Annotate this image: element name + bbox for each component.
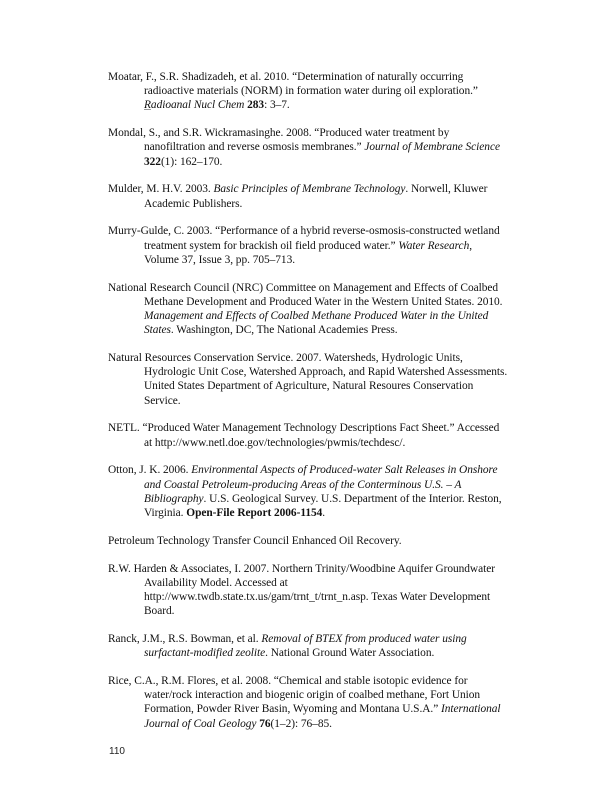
reference-entry — [108, 534, 508, 548]
reference-text: Ranck, J.M., R.S. Bowman, et al. — [108, 633, 262, 646]
reference-text: Journal of Membrane Science — [364, 141, 500, 154]
reference-text: . National Ground Water Association. — [265, 647, 435, 660]
reference-entry — [108, 70, 508, 113]
reference-text: (1–2): 76–85. — [270, 717, 332, 730]
reference-text: 76 — [259, 717, 271, 730]
reference-text: . — [322, 507, 326, 520]
reference-text: Environmental Aspects of Produced-water Salt Releases in Onshore and Coastal Petroleum-producing Areas of the Conterminous U.S. – A Bibliography — [144, 464, 498, 505]
reference-list — [108, 70, 508, 744]
reference-text: . Washington, DC, The National Academies Press. — [170, 324, 398, 337]
reference-text: Removal of BTEX from produced water using surfactant-modified zeolite — [144, 633, 467, 660]
reference-text: Open-File Report 2006-1154 — [186, 507, 323, 520]
reference-text: 322 — [144, 155, 161, 168]
reference-text: (1): 162–170. — [160, 155, 223, 168]
reference-text: : 3–7. — [264, 99, 290, 112]
reference-entry — [108, 562, 508, 619]
reference-text: adioanal Nucl Chem — [150, 99, 245, 112]
reference-entry — [108, 463, 508, 520]
reference-text: Rice, C.A., R.M. Flores, et al. 2008. “Chemical and stable isotopic evidence for water/rock interaction and biogenic origin of coalbed methane, Fort Union Formation, Powder River Basin, Wyoming and Montana U.S.A.” — [108, 675, 481, 716]
reference-text: Mulder, M. H.V. 2003. — [108, 183, 214, 196]
reference-text: Management and Effects of Coalbed Methane Produced Water in the United States — [144, 310, 489, 337]
reference-text: Petroleum Technology Transfer Council Enhanced Oil Recovery. — [108, 534, 402, 547]
reference-text: Natural Resources Conservation Service. 2007. Watersheds, Hydrologic Units, Hydrologic Unit Cose, Watershed Approach, and Rapid Watershed Assessments. United States Department of Agriculture, Natural Resoures Conservation Service. — [108, 352, 508, 407]
reference-text: R.W. Harden & Associates, I. 2007. Northern Trinity/Woodbine Aquifer Groundwater Availability Model. Accessed at http://www.twdb.state.tx.us/gam/trnt_t/trnt_n.asp. Texas Water Development Board. — [108, 562, 495, 618]
reference-entry — [108, 421, 508, 449]
reference-entry — [108, 674, 508, 731]
reference-text: . Norwell, Kluwer Academic Publishers. — [144, 183, 488, 210]
reference-text: Mondal, S., and S.R. Wickramasinghe. 2008. “Produced water treatment by nanofiltration and reverse osmosis membranes.” — [108, 127, 450, 154]
reference-entry — [108, 126, 508, 169]
reference-text: Basic Principles of Membrane Technology — [213, 183, 406, 196]
reference-text: NETL. “Produced Water Management Technology Descriptions Fact Sheet.” Accessed at http://www.netl.doe.gov/technologies/pwmis/techdesc/. — [108, 422, 500, 449]
reference-entry — [108, 632, 508, 660]
page-number: 110 — [109, 746, 125, 757]
reference-entry — [108, 281, 508, 338]
reference-text: R — [144, 99, 151, 112]
reference-entry — [108, 224, 508, 267]
reference-entry — [108, 182, 508, 210]
reference-text: , Volume 37, Issue 3, pp. 705–713. — [144, 239, 473, 266]
reference-text: . U.S. Geological Survey. U.S. Department of the Interior. Reston, Virginia. — [144, 492, 502, 520]
reference-text: Water Research — [398, 239, 470, 252]
reference-text: International Journal of Coal Geology — [144, 703, 501, 730]
reference-text: National Research Council (NRC) Committee on Management and Effects of Coalbed Methane Development and Produced Water in the Western United States. 2010. — [108, 281, 503, 308]
reference-text: 283 — [247, 99, 265, 112]
reference-text: Otton, J. K. 2006. — [108, 464, 192, 477]
reference-text: Moatar, F., S.R. Shadizadeh, et al. 2010. “Determination of naturally occurring radioactive materials (NORM) in formation water during oil exploration.” — [108, 71, 478, 98]
reference-entry — [108, 351, 508, 408]
reference-text: Murry-Gulde, C. 2003. “Performance of a hybrid reverse-osmosis-constructed wetland treatment system for brackish oil field produced water.” — [108, 225, 500, 252]
